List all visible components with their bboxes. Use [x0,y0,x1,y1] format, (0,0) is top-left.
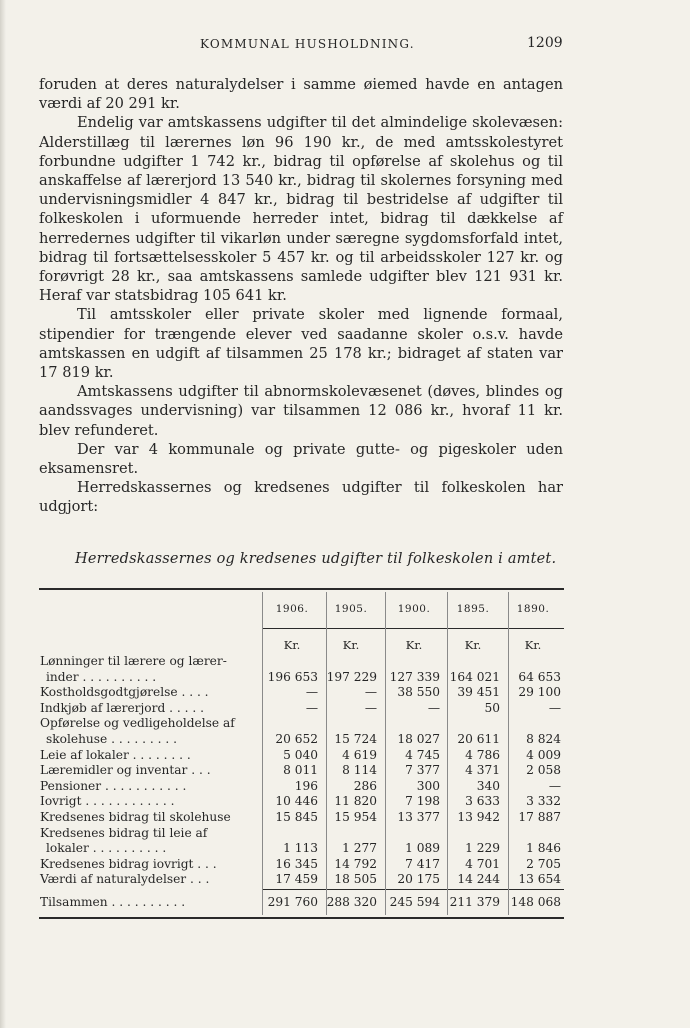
table-cell: 15 954 [334,810,377,824]
row-label: Pensioner . . . . . . . . . . . [40,778,187,793]
table-cell: 8 824 [526,732,561,746]
table-cell: 1 277 [342,841,377,856]
table-cell: 196 [294,778,318,793]
table-total-rule [262,889,564,890]
table-cell: 20 652 [275,732,318,746]
table-cell: — [364,685,377,700]
table-cell: — [305,685,318,700]
table-cell: 4 786 [465,747,500,762]
row-label: Læremidler og inventar . . . [40,763,211,778]
table-cell: — [548,700,561,715]
table-cell: 196 653 [267,669,318,684]
table-cell: — [364,700,377,715]
table-cell: 3 332 [526,794,561,809]
row-label: skolehuse . . . . . . . . . [46,732,177,746]
table-cell: — [427,700,440,715]
table-cell: 7 377 [405,763,440,778]
table-cell: 13 942 [457,810,500,824]
column-header: 1906. [275,603,309,615]
table-cell: 197 229 [326,669,377,684]
table-top-rule [39,588,564,590]
table-cell: — [305,700,318,715]
column-header: 1890. [516,603,550,615]
table-cell: 64 653 [518,669,561,684]
total-cell: 245 594 [389,895,440,909]
row-label: Kostholdsgodtgjørelse . . . . [40,685,209,700]
table-cell: 4 009 [526,747,561,762]
table-cell: 1 846 [526,841,561,856]
column-header: 1905. [334,603,368,615]
row-label: Opførelse og vedligeholdelse af [40,716,235,731]
table-cell: 18 027 [397,732,440,746]
row-label: Lønninger til lærere og lærer- [40,654,227,668]
table-header-rule [262,628,564,629]
table-cell: 4 701 [465,856,500,871]
table-cell: 7 198 [405,794,440,809]
table-cell: 18 505 [334,872,377,887]
column-header: 1900. [397,603,431,615]
table-cell: 1 229 [465,841,500,856]
table-cell: 50 [484,700,500,715]
table-cell: 164 021 [449,669,500,684]
table-caption: Herredskassernes og kredsenes udgifter til folkeskolen i amtet. [75,551,557,567]
column-header: 1895. [456,603,490,615]
table-cell: 3 633 [465,794,500,809]
table-cell: 127 339 [389,669,440,684]
paragraph: Endelig var amtskassens udgifter til det almindelige skolevæsen: Alderstillæg til lærernes løn 96 190 kr., de med amtsskolestyret forbundne udgifter 1 742 kr., bidrag til opførelse af skolehus og til anskaffelse af lærerjord 13 540 kr., bidrag til skolernes forsyning med undervisningsmidler 4 847 kr., bidrag til bestridelse af udgifter til folkeskolen i uformuende herreder intet, bidrag til dækkelse af herredernes udgifter til vikarløn under særegne sygdomsforfald intet, bidrag til fortsættelsesskoler 5 457 kr. og til arbeidsskoler 127 kr. og forøvrigt 28 kr., saa amtskassens samlede udgifter blev 121 931 kr. Heraf var statsbidrag 105 641 kr. [39,114,563,305]
page-edge-shadow [0,0,6,1028]
body-text [39,75,563,517]
table-cell: 29 100 [518,685,561,700]
table-cell: 11 820 [334,794,377,809]
row-label: Kredsenes bidrag til skolehuse [40,810,231,824]
table-cell: 13 654 [518,872,561,887]
table-cell: 16 345 [275,856,318,871]
paragraph: Der var 4 kommunale og private gutte- og pigeskoler uden eksamensret. [39,440,563,478]
table-cell: 340 [476,778,500,793]
table-cell: 7 417 [405,856,440,871]
paragraph: Amtskassens udgifter til abnormskolevæsenet (døves, blindes og aandssvages undervisning) var tilsammen 12 086 kr., hvoraf 11 kr. blev refunderet. [39,383,563,439]
table-cell: 8 011 [283,763,318,778]
total-cell: 291 760 [267,895,318,909]
total-cell: 211 379 [449,895,500,909]
table-cell: 1 113 [283,841,318,856]
table-cell: 2 058 [526,763,561,778]
table-cell: 17 887 [518,810,561,824]
table-cell: 1 089 [405,841,440,856]
total-cell: 148 068 [510,895,561,909]
row-label: Indkjøb af lærerjord . . . . . [40,700,204,715]
row-label: Kredsenes bidrag til leie af [40,825,208,840]
table-cell: 15 724 [334,732,377,746]
table-cell: 39 451 [457,685,500,700]
paragraph: Herredskassernes og kredsenes udgifter til folkeskolen har udgjort: [39,479,563,516]
table-bottom-rule [39,917,564,919]
unit-label: Kr. [342,638,360,652]
table-cell: 13 377 [397,810,440,824]
paragraph: Til amtsskoler eller private skoler med lignende formaal, stipendier for trængende elever ved saadanne skoler o.s.v. havde amtskassen en udgift af tilsammen 25 178 kr.; bidraget af staten var 17 819 kr. [39,306,563,382]
unit-label: Kr. [405,638,423,652]
table-cell: 15 845 [275,810,318,824]
unit-label: Kr. [283,638,301,652]
table-cell: 4 619 [342,747,377,762]
total-label: Tilsammen . . . . . . . . . . [40,895,186,909]
row-label: Iovrigt . . . . . . . . . . . . [40,794,175,809]
table-cell: 20 611 [457,732,500,746]
unit-label: Kr. [464,638,482,652]
table-cell: 4 745 [405,747,440,762]
table-cell: 20 175 [397,872,440,887]
table-cell: 17 459 [275,872,318,887]
row-label: Leie af lokaler . . . . . . . . [40,747,191,762]
page-number: 1209 [527,35,563,51]
table-cell: 2 705 [526,856,561,871]
table-cell: 8 114 [342,763,377,778]
paragraph: foruden at deres naturalydelser i samme øiemed havde en antagen værdi af 20 291 kr. [39,76,563,113]
total-cell: 288 320 [326,895,377,909]
table-cell: 38 550 [397,685,440,700]
unit-label: Kr. [524,638,542,652]
table-cell: 300 [416,778,440,793]
table-cell: 5 040 [283,747,318,762]
row-label: Kredsenes bidrag iovrigt . . . [40,856,217,871]
row-label: Værdi af naturalydelser . . . [40,872,210,887]
table-cell: — [548,778,561,793]
table-cell: 10 446 [275,794,318,809]
table-cell: 14 244 [457,872,500,887]
table-cell: 14 792 [334,856,377,871]
table-cell: 4 371 [465,763,500,778]
row-label: inder . . . . . . . . . . [46,669,157,684]
running-header-title: KOMMUNAL HUSHOLDNING. [200,37,415,51]
table-cell: 286 [353,778,377,793]
row-label: lokaler . . . . . . . . . . [46,841,167,856]
